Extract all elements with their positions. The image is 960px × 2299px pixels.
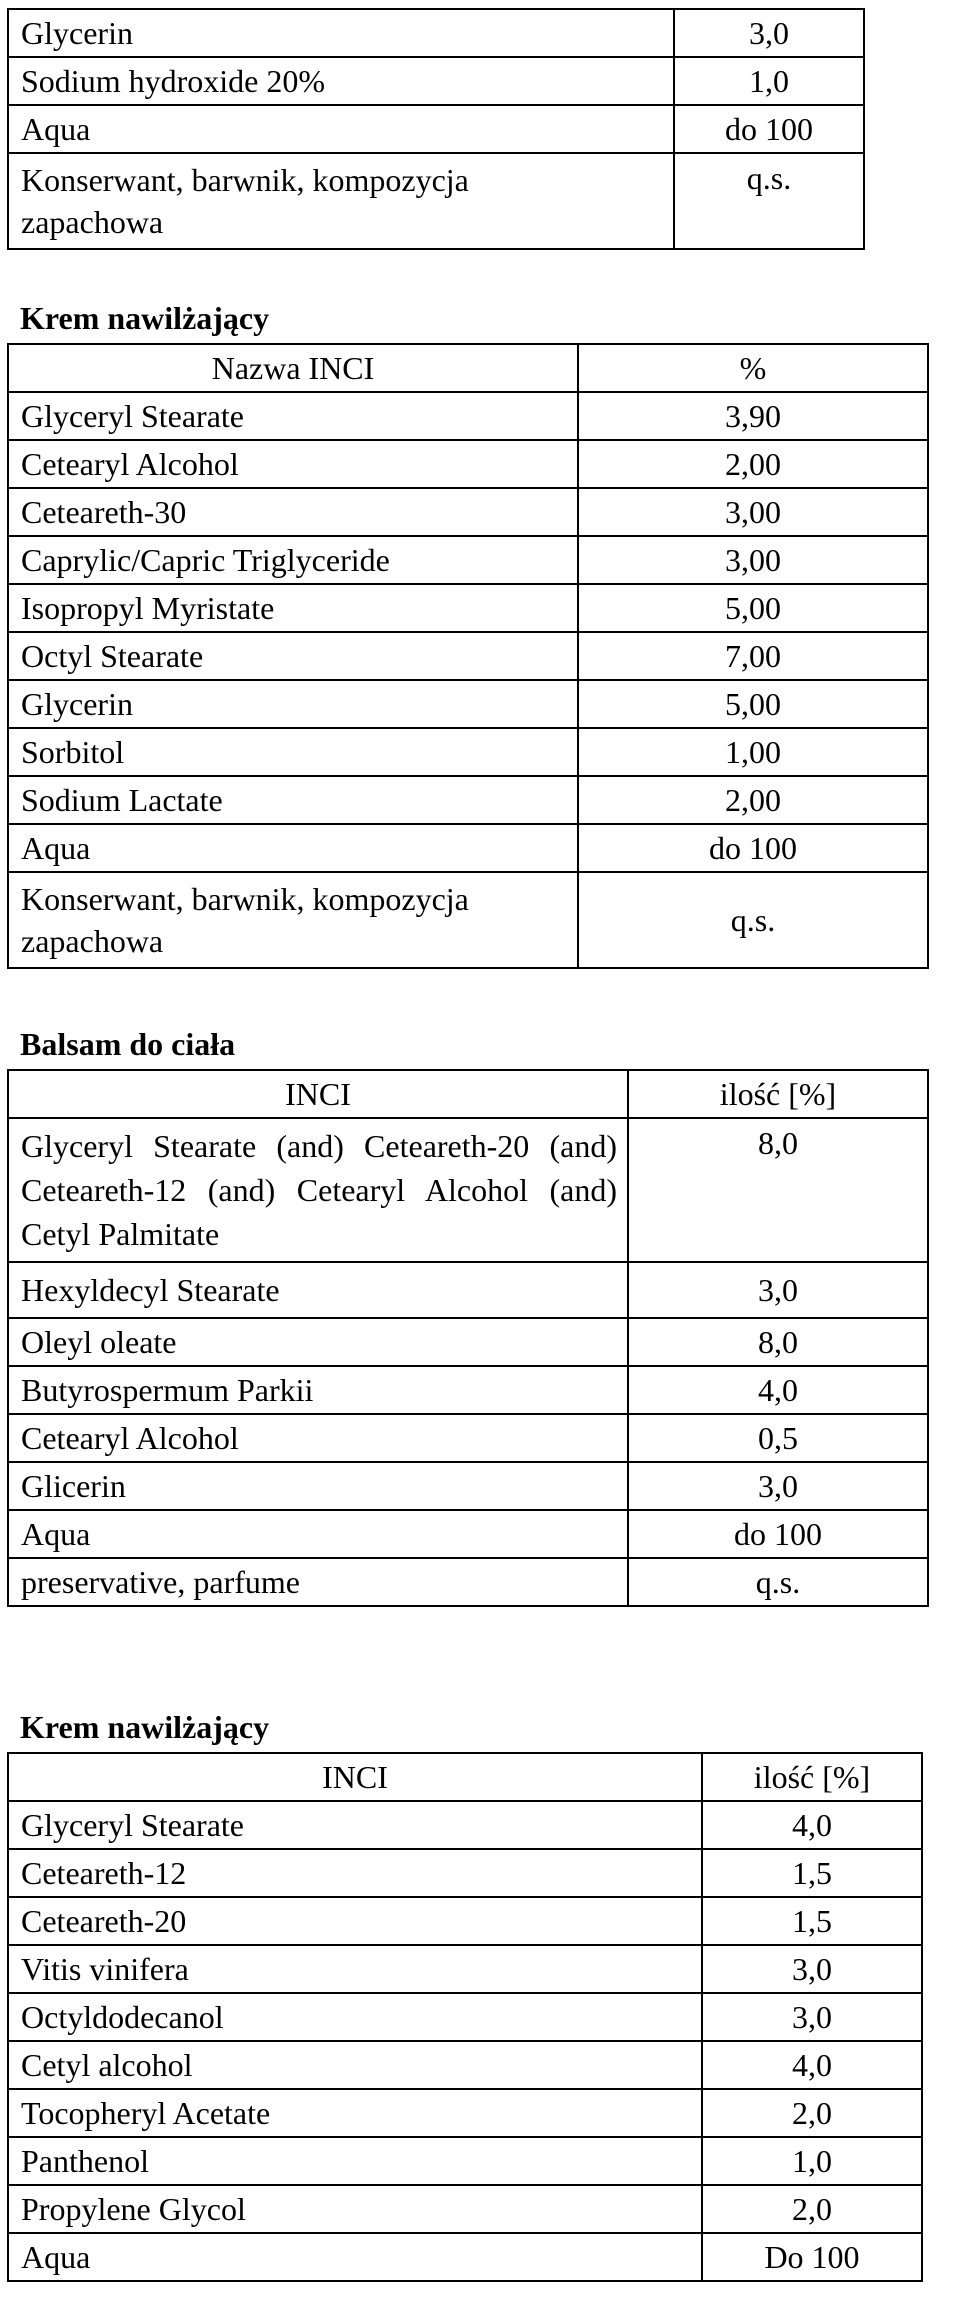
ingredient-name: Cetearyl Alcohol [8, 440, 578, 488]
table-row [8, 2041, 922, 2089]
table-row [8, 728, 928, 776]
formulation-table-3 [7, 1069, 929, 1607]
ingredient-amount: 3,00 [578, 536, 928, 584]
ingredient-amount: do 100 [628, 1510, 928, 1558]
table-row [8, 1118, 928, 1262]
ingredient-amount: 1,00 [578, 728, 928, 776]
table-row [8, 1897, 922, 1945]
ingredient-name: Propylene Glycol [8, 2185, 702, 2233]
ingredient-amount: 3,0 [628, 1262, 928, 1318]
ingredient-amount: 5,00 [578, 680, 928, 728]
ingredient-name: Vitis vinifera [8, 1945, 702, 1993]
formulation-table-4 [7, 1752, 923, 2282]
ingredient-amount: 2,00 [578, 440, 928, 488]
ingredient-name: Sodium Lactate [8, 776, 578, 824]
ingredient-name: Glyceryl Stearate (and) Ceteareth-20 (and) Ceteareth-12 (and) Cetearyl Alcohol (and) Cetyl Palmitate [8, 1118, 628, 1262]
ingredient-amount: 3,0 [628, 1462, 928, 1510]
ingredient-name: Aqua [8, 105, 674, 153]
table-row [8, 153, 864, 249]
ingredient-amount: 4,0 [628, 1366, 928, 1414]
ingredient-amount: 3,0 [702, 1993, 922, 2041]
formulation-table-1 [7, 8, 865, 250]
table-header-row [8, 1070, 928, 1118]
table-row [8, 680, 928, 728]
ingredient-name: Ceteareth-30 [8, 488, 578, 536]
table-row [8, 1945, 922, 1993]
ingredient-amount: 8,0 [628, 1118, 928, 1262]
ingredient-name: Tocopheryl Acetate [8, 2089, 702, 2137]
ingredient-amount: 4,0 [702, 2041, 922, 2089]
ingredient-name: Oleyl oleate [8, 1318, 628, 1366]
ingredient-name: Isopropyl Myristate [8, 584, 578, 632]
ingredient-name: Aqua [8, 2233, 702, 2281]
column-header-value: ilość [%] [702, 1753, 922, 1801]
ingredient-name: Hexyldecyl Stearate [8, 1262, 628, 1318]
column-header-value: % [578, 344, 928, 392]
section-title: Krem nawilżający [20, 1709, 270, 1745]
ingredient-name: Glicerin [8, 1462, 628, 1510]
ingredient-amount: 3,0 [702, 1945, 922, 1993]
table-row [8, 2233, 922, 2281]
table-row [8, 1801, 922, 1849]
ingredient-amount: 2,0 [702, 2185, 922, 2233]
table-row [8, 1262, 928, 1318]
table-row [8, 1366, 928, 1414]
table-row [8, 2089, 922, 2137]
ingredient-name: Aqua [8, 824, 578, 872]
table-row [8, 488, 928, 536]
ingredient-amount: 1,5 [702, 1849, 922, 1897]
table-row [8, 632, 928, 680]
column-header-name: INCI [8, 1070, 628, 1118]
column-header-name: INCI [8, 1753, 702, 1801]
ingredient-name: Panthenol [8, 2137, 702, 2185]
table-row [8, 1510, 928, 1558]
ingredient-amount: do 100 [578, 824, 928, 872]
ingredient-name: Caprylic/Capric Triglyceride [8, 536, 578, 584]
ingredient-name: preservative, parfume [8, 1558, 628, 1606]
ingredient-amount: 2,00 [578, 776, 928, 824]
table-row [8, 1993, 922, 2041]
section-title: Krem nawilżający [20, 300, 270, 336]
ingredient-amount: do 100 [674, 105, 864, 153]
ingredient-name: Cetearyl Alcohol [8, 1414, 628, 1462]
table-row [8, 2137, 922, 2185]
table-row [8, 1318, 928, 1366]
table-row [8, 1558, 928, 1606]
table-row [8, 1414, 928, 1462]
table-row [8, 1462, 928, 1510]
table-row [8, 392, 928, 440]
ingredient-name: Glycerin [8, 9, 674, 57]
table-row [8, 105, 864, 153]
ingredient-amount: q.s. [578, 872, 928, 968]
formulation-table-2 [7, 343, 929, 969]
ingredient-amount: 0,5 [628, 1414, 928, 1462]
ingredient-amount: 3,00 [578, 488, 928, 536]
table-row [8, 584, 928, 632]
ingredient-amount: 7,00 [578, 632, 928, 680]
ingredient-amount: Do 100 [702, 2233, 922, 2281]
table-row [8, 872, 928, 968]
ingredient-amount: 8,0 [628, 1318, 928, 1366]
ingredient-name: Konserwant, barwnik, kompozycja zapachowa [8, 153, 674, 249]
ingredient-name: Octyl Stearate [8, 632, 578, 680]
ingredient-name: Aqua [8, 1510, 628, 1558]
ingredient-amount: 4,0 [702, 1801, 922, 1849]
table-header-row [8, 1753, 922, 1801]
table-row [8, 1849, 922, 1897]
ingredient-name: Octyldodecanol [8, 1993, 702, 2041]
ingredient-amount: q.s. [628, 1558, 928, 1606]
table-header-row [8, 344, 928, 392]
ingredient-amount: 5,00 [578, 584, 928, 632]
ingredient-amount: 1,0 [702, 2137, 922, 2185]
ingredient-amount: 1,0 [674, 57, 864, 105]
table-row [8, 2185, 922, 2233]
ingredient-name: Konserwant, barwnik, kompozycja zapachowa [8, 872, 578, 968]
ingredient-amount: 3,90 [578, 392, 928, 440]
ingredient-amount: 3,0 [674, 9, 864, 57]
ingredient-amount: 2,0 [702, 2089, 922, 2137]
table-row [8, 824, 928, 872]
table-row [8, 440, 928, 488]
table-row [8, 9, 864, 57]
ingredient-name: Ceteareth-20 [8, 1897, 702, 1945]
ingredient-name: Butyrospermum Parkii [8, 1366, 628, 1414]
column-header-value: ilość [%] [628, 1070, 928, 1118]
ingredient-name: Cetyl alcohol [8, 2041, 702, 2089]
column-header-name: Nazwa INCI [8, 344, 578, 392]
ingredient-name: Glyceryl Stearate [8, 392, 578, 440]
section-title: Balsam do ciała [20, 1026, 236, 1062]
ingredient-name: Sorbitol [8, 728, 578, 776]
table-row [8, 57, 864, 105]
table-row [8, 536, 928, 584]
table-row [8, 776, 928, 824]
ingredient-name: Glycerin [8, 680, 578, 728]
ingredient-name: Ceteareth-12 [8, 1849, 702, 1897]
ingredient-amount: q.s. [674, 153, 864, 249]
ingredient-name: Glyceryl Stearate [8, 1801, 702, 1849]
ingredient-amount: 1,5 [702, 1897, 922, 1945]
ingredient-name: Sodium hydroxide 20% [8, 57, 674, 105]
